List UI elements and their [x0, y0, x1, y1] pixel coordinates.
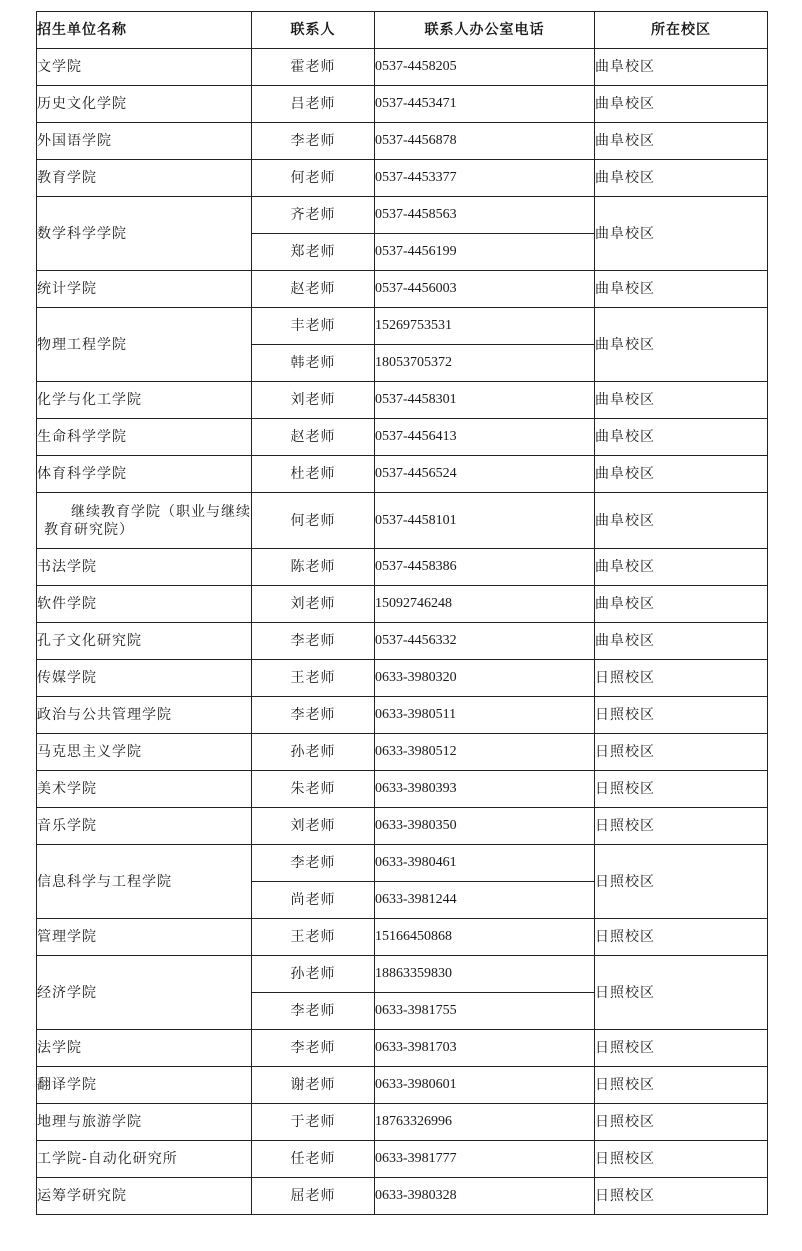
header-row	[37, 12, 768, 49]
table-row	[37, 160, 768, 197]
office-phone-cell: 0633-3980461	[375, 845, 595, 882]
office-phone-cell: 15269753531	[375, 308, 595, 345]
table-row	[37, 734, 768, 771]
campus-cell: 曲阜校区	[595, 160, 768, 197]
contact-person-cell: 刘老师	[252, 382, 375, 419]
contact-person-cell: 孙老师	[252, 734, 375, 771]
contact-person-cell: 李老师	[252, 845, 375, 882]
office-phone-cell: 0633-3981703	[375, 1030, 595, 1067]
unit-name-cell: 书法学院	[37, 549, 252, 586]
campus-cell: 曲阜校区	[595, 623, 768, 660]
header-unit: 招生单位名称	[37, 12, 252, 49]
contact-person-cell: 吕老师	[252, 86, 375, 123]
office-phone-cell: 0633-3980328	[375, 1178, 595, 1215]
unit-name-cell: 工学院-自动化研究所	[37, 1141, 252, 1178]
campus-cell: 曲阜校区	[595, 197, 768, 271]
campus-cell: 曲阜校区	[595, 308, 768, 382]
office-phone-cell: 0537-4456524	[375, 456, 595, 493]
contact-person-cell: 李老师	[252, 697, 375, 734]
table-row	[37, 123, 768, 160]
unit-name-cell: 统计学院	[37, 271, 252, 308]
contact-person-cell: 屈老师	[252, 1178, 375, 1215]
contact-person-cell: 李老师	[252, 1030, 375, 1067]
campus-cell: 日照校区	[595, 919, 768, 956]
campus-cell: 日照校区	[595, 808, 768, 845]
campus-cell: 日照校区	[595, 1030, 768, 1067]
office-phone-cell: 18863359830	[375, 956, 595, 993]
table-row	[37, 1104, 768, 1141]
campus-cell: 日照校区	[595, 1178, 768, 1215]
unit-name-cell: 音乐学院	[37, 808, 252, 845]
contact-person-cell: 王老师	[252, 660, 375, 697]
office-phone-cell: 0537-4458386	[375, 549, 595, 586]
office-phone-cell: 0537-4453377	[375, 160, 595, 197]
office-phone-cell: 0633-3980320	[375, 660, 595, 697]
unit-name-cell: 孔子文化研究院	[37, 623, 252, 660]
unit-name-cell: 继续教育学院（职业与继续教育研究院）	[37, 493, 252, 549]
unit-name-cell: 历史文化学院	[37, 86, 252, 123]
contact-person-cell: 尚老师	[252, 882, 375, 919]
unit-name-cell: 运筹学研究院	[37, 1178, 252, 1215]
campus-cell: 曲阜校区	[595, 549, 768, 586]
contact-table	[36, 11, 768, 1215]
office-phone-cell: 0633-3980350	[375, 808, 595, 845]
unit-name-cell: 马克思主义学院	[37, 734, 252, 771]
office-phone-cell: 18763326996	[375, 1104, 595, 1141]
unit-name-cell: 管理学院	[37, 919, 252, 956]
office-phone-cell: 0537-4458563	[375, 197, 595, 234]
unit-name-cell: 美术学院	[37, 771, 252, 808]
campus-cell: 曲阜校区	[595, 586, 768, 623]
office-phone-cell: 18053705372	[375, 345, 595, 382]
unit-name-cell: 教育学院	[37, 160, 252, 197]
contact-person-cell: 任老师	[252, 1141, 375, 1178]
campus-cell: 日照校区	[595, 956, 768, 1030]
office-phone-cell: 15166450868	[375, 919, 595, 956]
campus-cell: 曲阜校区	[595, 86, 768, 123]
office-phone-cell: 0537-4456332	[375, 623, 595, 660]
campus-cell: 曲阜校区	[595, 271, 768, 308]
office-phone-cell: 0537-4456003	[375, 271, 595, 308]
unit-name-cell: 化学与化工学院	[37, 382, 252, 419]
campus-cell: 曲阜校区	[595, 419, 768, 456]
unit-name-cell: 体育科学学院	[37, 456, 252, 493]
contact-person-cell: 王老师	[252, 919, 375, 956]
campus-cell: 日照校区	[595, 1104, 768, 1141]
contact-person-cell: 于老师	[252, 1104, 375, 1141]
office-phone-cell: 0633-3980511	[375, 697, 595, 734]
campus-cell: 曲阜校区	[595, 49, 768, 86]
unit-name-cell: 信息科学与工程学院	[37, 845, 252, 919]
campus-cell: 日照校区	[595, 771, 768, 808]
contact-person-cell: 李老师	[252, 993, 375, 1030]
contact-person-cell: 孙老师	[252, 956, 375, 993]
table-row	[37, 456, 768, 493]
campus-cell: 曲阜校区	[595, 382, 768, 419]
campus-cell: 日照校区	[595, 1067, 768, 1104]
office-phone-cell: 0537-4456878	[375, 123, 595, 160]
table-row	[37, 808, 768, 845]
contact-person-cell: 朱老师	[252, 771, 375, 808]
campus-cell: 日照校区	[595, 845, 768, 919]
contact-person-cell: 赵老师	[252, 271, 375, 308]
contact-person-cell: 霍老师	[252, 49, 375, 86]
campus-cell: 日照校区	[595, 660, 768, 697]
contact-person-cell: 赵老师	[252, 419, 375, 456]
table-row	[37, 49, 768, 86]
office-phone-cell: 0537-4458205	[375, 49, 595, 86]
office-phone-cell: 0633-3981755	[375, 993, 595, 1030]
office-phone-cell: 0633-3980393	[375, 771, 595, 808]
table-row	[37, 845, 768, 882]
table-row	[37, 660, 768, 697]
header-phone: 联系人办公室电话	[375, 12, 595, 49]
table-row	[37, 956, 768, 993]
campus-cell: 日照校区	[595, 1141, 768, 1178]
office-phone-cell: 0537-4453471	[375, 86, 595, 123]
table-row	[37, 382, 768, 419]
table-row	[37, 919, 768, 956]
contact-person-cell: 何老师	[252, 160, 375, 197]
office-phone-cell: 0633-3981777	[375, 1141, 595, 1178]
unit-name-cell: 外国语学院	[37, 123, 252, 160]
unit-name-cell: 文学院	[37, 49, 252, 86]
office-phone-cell: 0537-4456413	[375, 419, 595, 456]
office-phone-cell: 0537-4458101	[375, 493, 595, 549]
contact-person-cell: 郑老师	[252, 234, 375, 271]
office-phone-cell: 0633-3980512	[375, 734, 595, 771]
table-body	[37, 49, 768, 1215]
office-phone-cell: 0633-3981244	[375, 882, 595, 919]
table-row	[37, 308, 768, 345]
contact-person-cell: 齐老师	[252, 197, 375, 234]
table-row	[37, 419, 768, 456]
table-row	[37, 1178, 768, 1215]
campus-cell: 日照校区	[595, 697, 768, 734]
unit-name-cell: 传媒学院	[37, 660, 252, 697]
table-row	[37, 86, 768, 123]
contact-person-cell: 韩老师	[252, 345, 375, 382]
contact-person-cell: 李老师	[252, 623, 375, 660]
table-row	[37, 697, 768, 734]
contact-person-cell: 陈老师	[252, 549, 375, 586]
table-row	[37, 1030, 768, 1067]
table-row	[37, 623, 768, 660]
unit-name-cell: 物理工程学院	[37, 308, 252, 382]
contact-person-cell: 何老师	[252, 493, 375, 549]
unit-name-cell: 政治与公共管理学院	[37, 697, 252, 734]
unit-name-cell: 数学科学学院	[37, 197, 252, 271]
table-row	[37, 1067, 768, 1104]
header-campus: 所在校区	[595, 12, 768, 49]
office-phone-cell: 0537-4456199	[375, 234, 595, 271]
unit-name-cell: 经济学院	[37, 956, 252, 1030]
campus-cell: 曲阜校区	[595, 456, 768, 493]
office-phone-cell: 0633-3980601	[375, 1067, 595, 1104]
table-row	[37, 771, 768, 808]
office-phone-cell: 15092746248	[375, 586, 595, 623]
contact-person-cell: 丰老师	[252, 308, 375, 345]
campus-cell: 曲阜校区	[595, 493, 768, 549]
table-row	[37, 586, 768, 623]
contact-person-cell: 刘老师	[252, 808, 375, 845]
campus-cell: 曲阜校区	[595, 123, 768, 160]
contact-person-cell: 谢老师	[252, 1067, 375, 1104]
contact-person-cell: 杜老师	[252, 456, 375, 493]
unit-name-cell: 翻译学院	[37, 1067, 252, 1104]
table-row	[37, 1141, 768, 1178]
table-row	[37, 271, 768, 308]
table-row	[37, 197, 768, 234]
office-phone-cell: 0537-4458301	[375, 382, 595, 419]
campus-cell: 日照校区	[595, 734, 768, 771]
unit-name-cell: 地理与旅游学院	[37, 1104, 252, 1141]
header-person: 联系人	[252, 12, 375, 49]
table-row	[37, 549, 768, 586]
unit-name-cell: 法学院	[37, 1030, 252, 1067]
contact-person-cell: 刘老师	[252, 586, 375, 623]
contact-person-cell: 李老师	[252, 123, 375, 160]
unit-name-cell: 软件学院	[37, 586, 252, 623]
table-row	[37, 493, 768, 549]
unit-name-cell: 生命科学学院	[37, 419, 252, 456]
